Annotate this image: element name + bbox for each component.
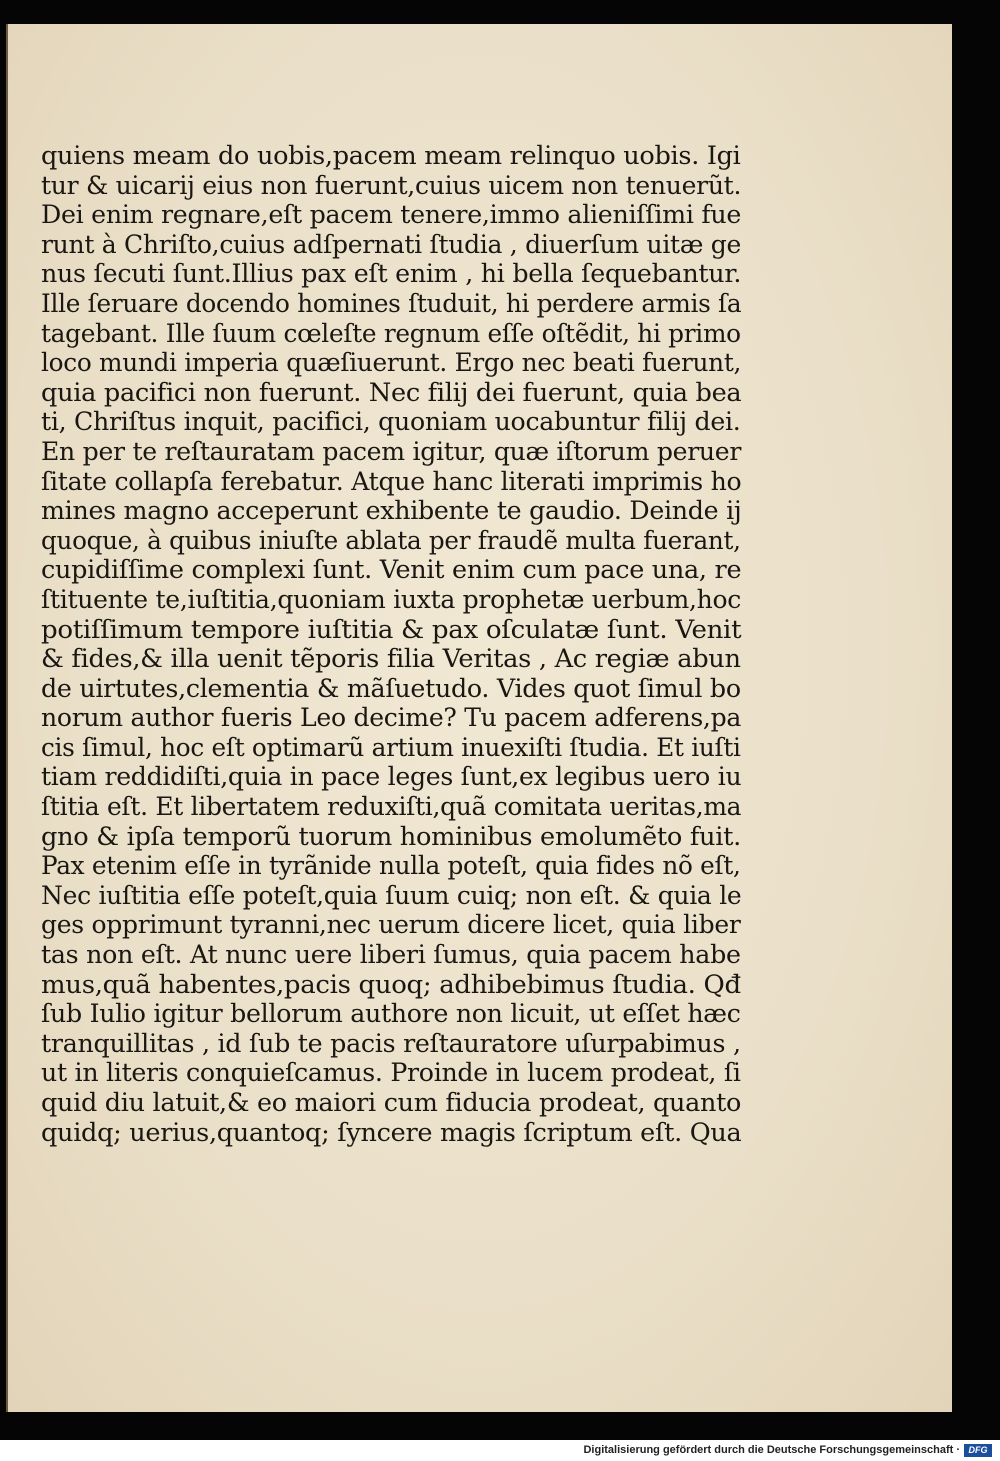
text-line: tas non eſt. At nunc uere liberi ſumus, quia pacem habe [41, 940, 741, 971]
text-line: mines magno acceperunt exhibente te gaudio. Deinde ij [41, 496, 742, 527]
text-line: potiſſimum tempore iuſtitia & pax oſculatæ ſunt. Venit [41, 614, 742, 645]
text-line: ut in literis conquieſcamus. Proinde in lucem prodeat, ſi [41, 1058, 741, 1089]
text-line: ſtituente te,iuſtitia,quoniam iuxta prophetæ uerbum,hoc [41, 584, 742, 615]
dfg-logo-icon: DFG [964, 1444, 992, 1457]
text-line: de uirtutes,clementia & mãſuetudo. Vides quot ſimul bo [41, 673, 741, 704]
book-page [6, 24, 952, 1412]
text-line: & fides,& illa uenit tẽporis filia Veritas , Ac regiæ abun [41, 644, 741, 675]
text-line: tiam reddidiſti,quia in pace leges ſunt,ex legibus uero iu [41, 762, 742, 793]
text-line: quidq; uerius,quantoq; ſyncere magis ſcriptum eſt. Qua [41, 1117, 742, 1148]
text-line: ſtitia eſt. Et libertatem reduxiſti,quã comitata ueritas,ma [41, 792, 742, 823]
text-line: norum author fueris Leo decime? Tu pacem adferens,pa [41, 703, 742, 734]
text-line: loco mundi imperia quæſiuerunt. Ergo nec beati fuerunt, [41, 348, 742, 379]
text-line: tagebant. Ille ſuum cœleſte regnum eſſe oſtẽdit, hi primo [41, 318, 741, 349]
text-line: cupidiſſime complexi ſunt. Venit enim cum pace una, re [41, 555, 742, 586]
text-line: mus,quã habentes,pacis quoq; adhibebimus ſtudia. Qđ [41, 969, 741, 1000]
text-line: Pax etenim eſſe in tyrãnide nulla poteſt, quia fides nõ eſt, [41, 851, 741, 882]
text-line: Nec iuſtitia eſſe poteſt,quia ſuum cuiq; non eſt. & quia le [41, 880, 742, 911]
text-line: quoque, à quibus iniuſte ablata per fraudẽ multa fuerant, [41, 525, 741, 556]
text-line: Dei enim regnare,eſt pacem tenere,immo alieniſſimi fue [41, 200, 742, 231]
text-line: quia pacifici non fuerunt. Nec filij dei fuerunt, quia bea [41, 377, 742, 408]
text-line: tranquillitas , id ſub te pacis reſtauratore uſurpabimus , [41, 1028, 741, 1059]
text-line: ſitate collapſa ferebatur. Atque hanc literati imprimis ho [41, 466, 742, 497]
text-line: gno & ipſa temporũ tuorum hominibus emolumẽto fuit. [41, 821, 741, 852]
text-line: Ille ſeruare docendo homines ſtuduit, hi perdere armis ſa [41, 288, 742, 319]
text-line: ges opprimunt tyranni,nec uerum dicere licet, quia liber [41, 910, 741, 941]
text-line: ſub Iulio igitur bellorum authore non licuit, ut eſſet hæc [41, 999, 741, 1030]
text-line: quid diu latuit,& eo maiori cum fiducia prodeat, quanto [41, 1088, 742, 1118]
text-line: runt à Chriſto,cuius adſpernati ſtudia , diuerſum uitæ ge [41, 229, 741, 260]
text-line: tur & uicarij eius non fuerunt,cuius uicem non tenuerũt. [41, 170, 742, 201]
text-line: nus ſecuti ſunt.Illius pax eſt enim , hi bella ſequebantur. [41, 259, 742, 290]
funding-notice: Digitalisierung gefördert durch die Deutsche Forschungsgemeinschaft · [583, 1444, 960, 1456]
text-line: ti, Chriſtus inquit, pacifici, quoniam uocabuntur filij dei. [41, 407, 741, 438]
text-line: quiens meam do uobis,pacem meam relinquo uobis. Igi [41, 141, 741, 171]
footer-bar [0, 1440, 1000, 1461]
page-edge [6, 24, 8, 1412]
text-line: cis ſimul, hoc eſt optimarũ artium inuexiſti ſtudia. Et iuſti [41, 732, 741, 763]
page-text [41, 142, 741, 1148]
text-line: En per te reſtauratam pacem igitur, quæ iſtorum peruer [41, 436, 742, 467]
